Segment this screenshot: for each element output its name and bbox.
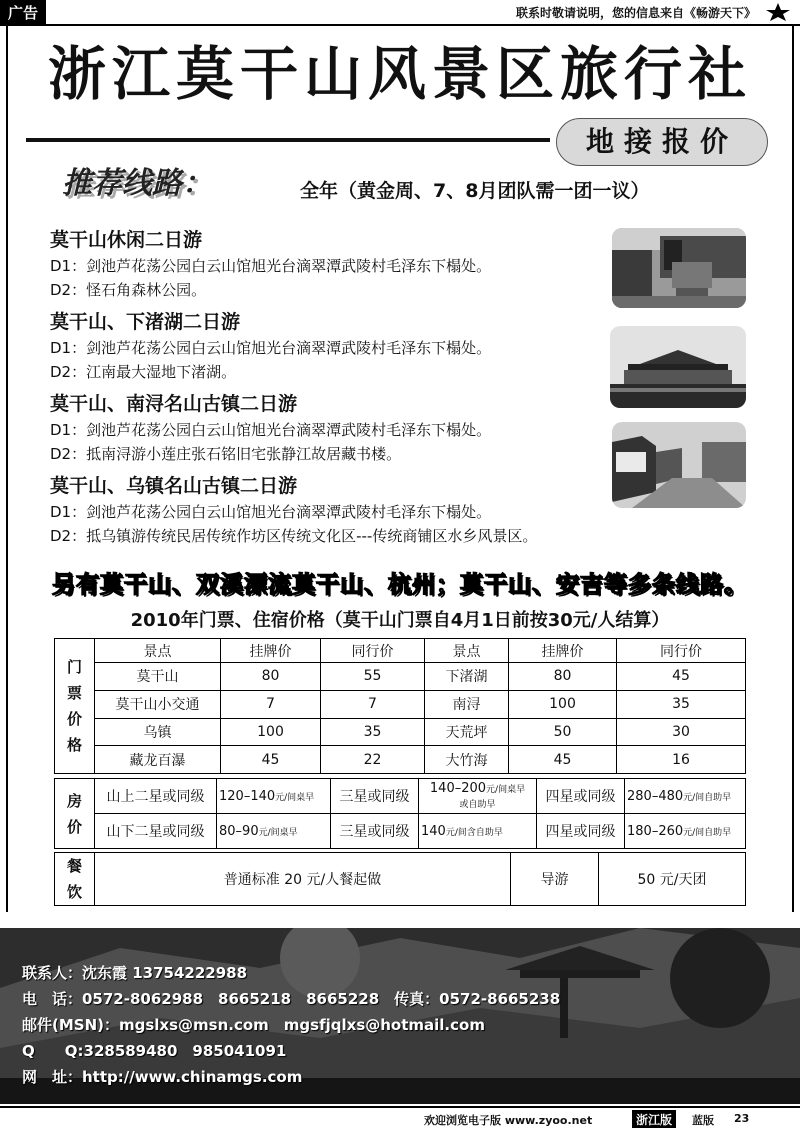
water-town-photo — [612, 422, 746, 508]
route-item — [50, 308, 491, 384]
route-day1: D1：剑池芦花荡公园白云山馆旭光台滴翠潭武陵村毛泽东下榻处。 — [50, 421, 492, 439]
footer-welcome: 欢迎浏览电子版 www.zyoo.net — [424, 1114, 593, 1127]
agency-title: 浙江莫干山风景区旅行社 — [47, 40, 752, 108]
dining-table — [54, 852, 746, 906]
route-item — [50, 390, 491, 466]
column-header: 景点 — [95, 639, 221, 663]
route-day1: D1：剑池芦花荡公园白云山馆旭光台滴翠潭武陵村毛泽东下榻处。 — [50, 339, 492, 357]
pavilion-photo — [610, 326, 746, 408]
route-title: 莫干山、乌镇名山古镇二日游 — [50, 475, 298, 497]
column-header: 同行价 — [617, 639, 746, 663]
table-row: 乌镇 100 35 天荒坪 50 30 — [55, 718, 746, 746]
table-row: 房 价 山上二星或同级 120–140元/间桌早 三星或同级 140–200元/间桌早 或自助早 四星或同级 280–480元/间自助早 — [55, 779, 746, 814]
column-header: 挂牌价 — [221, 639, 321, 663]
recommended-routes-label: 推荐线路： — [62, 166, 212, 201]
contact-person: 联系人：沈东霞 13754222988 — [22, 964, 248, 982]
ticket-side-label: 门 票 价 格 — [55, 639, 95, 774]
column-header: 同行价 — [321, 639, 425, 663]
column-header: 挂牌价 — [509, 639, 617, 663]
route-title: 莫干山、下渚湖二日游 — [50, 311, 241, 333]
local-quote-badge: 地接报价 — [556, 118, 768, 166]
route-day2: D2：抵乌镇游传统民居传统作坊区传统文化区---传统商铺区水乡风景区。 — [50, 527, 538, 545]
year-note: 全年（黄金周、7、8月团队需一团一议） — [300, 180, 650, 202]
guide-price: 50 元/天团 — [599, 853, 746, 906]
lodging-side-label: 房 价 — [55, 779, 95, 849]
table-row: 莫干山 80 55 下渚湖 80 45 — [55, 663, 746, 691]
route-day1: D1：剑池芦花荡公园白云山馆旭光台滴翠潭武陵村毛泽东下榻处。 — [50, 503, 492, 521]
courtyard-photo — [612, 228, 746, 308]
magazine-logo-icon — [764, 2, 792, 22]
table-row: 山下二星或同级 80–90元/间桌早 三星或同级 140元/间含自助早 四星或同级 180–260元/间自助早 — [55, 814, 746, 849]
other-routes-banner: 另有莫干山、双溪漂流莫干山、杭州；莫干山、安吉等多条线路。 — [52, 571, 748, 598]
page-footer — [0, 1106, 800, 1128]
table-row — [55, 853, 746, 906]
title-rule — [26, 138, 550, 142]
lodging-price-table — [54, 778, 746, 849]
route-day2: D2：江南最大湿地下渚湖。 — [50, 363, 237, 381]
top-bar — [0, 0, 800, 26]
contact-phone: 电 话：0572-8062988 8665218 8665228 传真：0572-8665238 — [22, 990, 561, 1008]
price-section-title: 2010年门票、住宿价格（莫干山门票自4月1日前按30元/人结算） — [130, 610, 670, 631]
ticket-price-table — [54, 638, 746, 774]
guide-label: 导游 — [511, 853, 599, 906]
route-day2: D2：抵南浔游小莲庄张石铭旧宅张静江故居藏书楼。 — [50, 445, 402, 463]
dining-side-label: 餐 饮 — [55, 853, 95, 906]
dining-standard: 普通标准 20 元/人餐起做 — [95, 853, 511, 906]
route-title: 莫干山、南浔名山古镇二日游 — [50, 393, 298, 415]
contact-qq: Q Q:328589480 985041091 — [22, 1042, 287, 1060]
route-item — [50, 226, 491, 302]
route-item — [50, 472, 537, 548]
route-title: 莫干山休闲二日游 — [50, 229, 203, 251]
source-notice: 联系时敬请说明，您的信息来自《畅游天下》 — [515, 6, 756, 20]
footer-region-badge: 浙江版 — [632, 1110, 676, 1128]
contact-email: 邮件(MSN)：mgslxs@msn.com mgsfjqlxs@hotmail.com — [22, 1016, 485, 1034]
page-number: 23 — [734, 1112, 750, 1125]
contact-website: 网 址：http://www.chinamgs.com — [22, 1068, 303, 1086]
footer-edition: 蓝版 — [692, 1114, 714, 1127]
table-row: 莫干山小交通 7 7 南浔 100 35 — [55, 690, 746, 718]
route-day2: D2：怪石角森林公园。 — [50, 281, 207, 299]
route-day1: D1：剑池芦花荡公园白云山馆旭光台滴翠潭武陵村毛泽东下榻处。 — [50, 257, 492, 275]
column-header: 景点 — [425, 639, 509, 663]
contact-panel — [0, 928, 800, 1104]
ad-tag: 广告 — [0, 0, 46, 26]
table-row: 藏龙百瀑 45 22 大竹海 45 16 — [55, 746, 746, 774]
